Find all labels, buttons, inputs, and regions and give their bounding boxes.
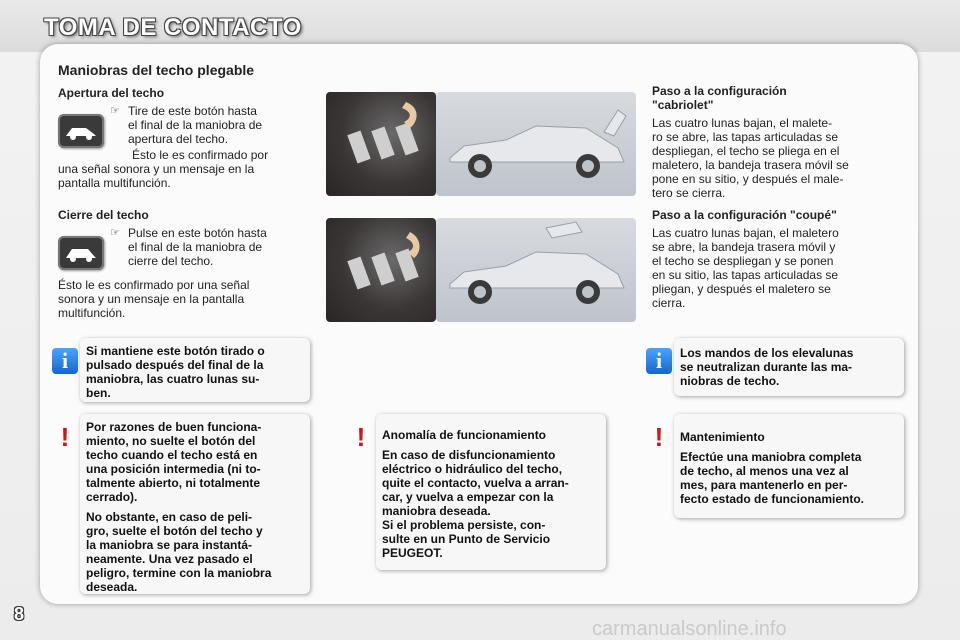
hand-pointer-icon: ☞	[110, 105, 120, 117]
cabriolet-heading: Paso a la configuración "cabriolet"	[652, 84, 787, 112]
info-note-right-text: Los mandos de los elevalunas se neutralizan durante las ma- niobras de techo.	[680, 346, 854, 388]
warning-note-middle-text-b: Si el problema persiste, con- sulte en un Punto de Servicio PEUGEOT.	[382, 518, 551, 560]
warning-note-right-text: Efectúe una maniobra completa de techo, al menos una vez al mes, para mantenerlo en per- fecto estado de funcionamiento.	[680, 450, 865, 506]
page-number: 8	[14, 604, 25, 624]
warning-note-left-text-a: Por razones de buen funciona- miento, no suelte el botón del techo cuando el techo está en una posición intermedia (ni to- talmente abierto, ni totalmente cerrado).	[86, 420, 262, 504]
coupe-text: Las cuatro lunas bajan, el maletero se abre, la bandeja trasera móvil y el techo se despliegan y se ponen en su sitio, las tapas articuladas se pliegan, y después el maletero se cierra.	[652, 226, 839, 310]
apertura-paragraph: Ésto le es confirmado por una señal sonora y un mensaje en la pantalla multifunción.	[58, 148, 269, 190]
warning-note-left	[80, 414, 310, 594]
warning-note-middle-heading: Anomalía de funcionamiento	[382, 428, 547, 442]
hand-pointer-icon: ☞	[110, 227, 120, 239]
info-note-right	[674, 338, 904, 396]
cierre-heading: Cierre del techo	[58, 208, 149, 222]
cierre-paragraph: Ésto le es confirmado por una señal sonora y un mensaje en la pantalla multifunción.	[58, 278, 250, 320]
watermark: carmanualsonline.info	[592, 618, 787, 640]
car-cabriolet-photo	[436, 92, 636, 196]
warning-icon: !	[60, 422, 70, 452]
info-note-left	[80, 338, 310, 402]
info-icon: i	[646, 348, 672, 374]
warning-note-right	[674, 414, 904, 518]
info-note-left-text: Si mantiene este botón tirado o pulsado después del final de la maniobra, las cuatro lunas su- ben.	[86, 344, 265, 400]
apertura-bullet-text: Tire de este botón hasta el final de la maniobra de apertura del techo.	[128, 104, 263, 146]
apertura-heading: Apertura del techo	[58, 86, 165, 100]
roof-control-photo-open	[326, 92, 436, 196]
warning-note-middle	[376, 414, 606, 570]
info-icon: i	[52, 348, 78, 374]
car-coupe-photo	[436, 218, 636, 322]
roof-open-button-icon	[58, 114, 104, 148]
warning-note-right-heading: Mantenimiento	[680, 430, 765, 444]
warning-note-left-text-b: No obstante, en caso de peli- gro, suelte el botón del techo y la maniobra se para instantá- neamente. Una vez pasado el peligro, termine con la maniobra deseada.	[86, 510, 272, 594]
coupe-heading: Paso a la configuración "coupé"	[652, 208, 837, 222]
section-title: Maniobras del techo plegable	[58, 62, 255, 78]
warning-icon: !	[654, 422, 664, 452]
cierre-bullet-text: Pulse en este botón hasta el final de la maniobra de cierre del techo.	[128, 226, 267, 268]
page-title: TOMA DE CONTACTO	[44, 14, 302, 41]
cabriolet-text: Las cuatro lunas bajan, el malete- ro se abre, las tapas articuladas se despliegan, el techo se pliega en el maletero, la bandeja trasera móvil se pone en su sitio, y después el male- tero se cierra.	[652, 116, 849, 200]
roof-control-photo-close	[326, 218, 436, 322]
roof-close-button-icon	[58, 236, 104, 270]
warning-icon: !	[356, 422, 366, 452]
warning-note-middle-text-a: En caso de disfuncionamiento eléctrico o hidráulico del techo, quite el contacto, vuelva a arran- car, y vuelva a empezar con la maniobra deseada.	[382, 448, 569, 518]
